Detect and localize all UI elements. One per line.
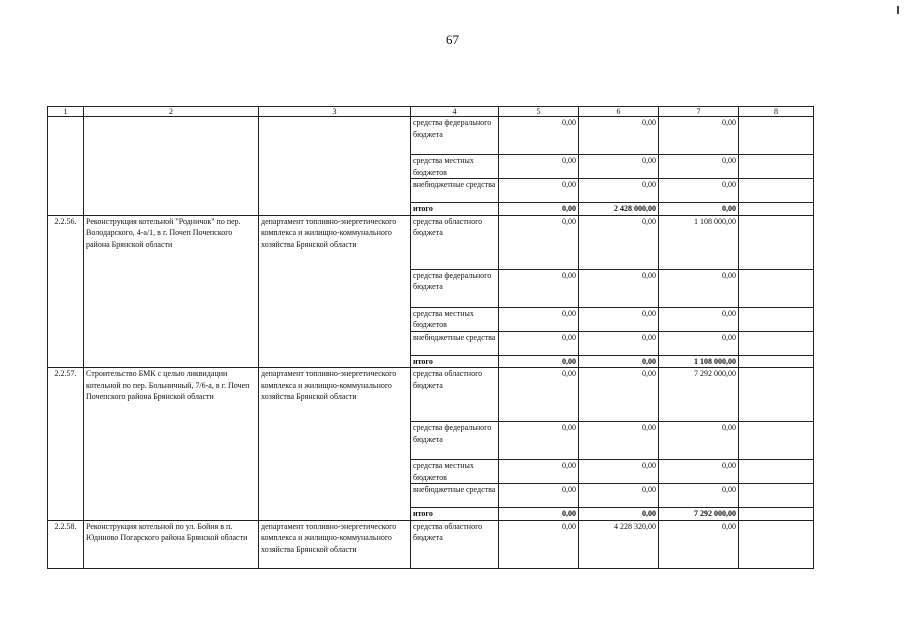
funding-source-cell: средства федерального бюджета [411,422,499,460]
amount-col6-cell: 0,00 [579,508,659,521]
cont-executor-cell [259,117,411,216]
amount-col5-cell: 0,00 [499,307,579,331]
header-col-5: 5 [499,107,579,117]
funding-source-cell: итого [411,355,499,368]
budget-table [47,106,814,569]
item-executor-cell: департамент топливно-энергетического комплекса и жилищно-коммунального хозяйства Брянской области [259,368,411,521]
amount-col7-cell: 0,00 [659,422,739,460]
cont-name-cell [84,117,259,216]
header-row [48,107,814,117]
funding-source-cell: внебюджетные средства [411,179,499,203]
amount-col7-cell: 0,00 [659,155,739,179]
item-executor-cell: департамент топливно-энергетического комплекса и жилищно-коммунального хозяйства Брянской области [259,215,411,368]
col8-cell [739,203,814,216]
amount-col6-cell: 0,00 [579,460,659,484]
header-col-1: 1 [48,107,84,117]
amount-col6-cell: 0,00 [579,368,659,422]
funding-source-cell: средства местных бюджетов [411,460,499,484]
amount-col5-cell: 0,00 [499,269,579,307]
amount-col5-cell: 0,00 [499,508,579,521]
amount-col5-cell: 0,00 [499,179,579,203]
amount-col7-cell: 0,00 [659,520,739,568]
header-col-4: 4 [411,107,499,117]
amount-col5-cell: 0,00 [499,203,579,216]
col8-cell [739,508,814,521]
funding-source-cell: средства местных бюджетов [411,155,499,179]
col8-cell [739,520,814,568]
amount-col5-cell: 0,00 [499,155,579,179]
amount-col6-cell: 0,00 [579,155,659,179]
table-row [48,368,814,422]
header-col-3: 3 [259,107,411,117]
funding-source-cell: средства областного бюджета [411,520,499,568]
header-col-8: 8 [739,107,814,117]
page-number: 67 [446,32,459,47]
amount-col5-cell: 0,00 [499,215,579,269]
col8-cell [739,215,814,269]
amount-col6-cell: 0,00 [579,215,659,269]
table-row [48,215,814,269]
funding-source-cell: итого [411,508,499,521]
amount-col5-cell: 0,00 [499,331,579,355]
cont-num-cell [48,117,84,216]
funding-source-cell: средства областного бюджета [411,215,499,269]
item-number-cell: 2.2.58. [48,520,84,568]
funding-source-cell: средства местных бюджетов [411,307,499,331]
amount-col6-cell: 0,00 [579,422,659,460]
amount-col7-cell: 7 292 000,00 [659,368,739,422]
margin-mark [897,6,899,14]
funding-source-cell: средства областного бюджета [411,368,499,422]
amount-col5-cell: 0,00 [499,355,579,368]
funding-source-cell: средства федерального бюджета [411,117,499,155]
col8-cell [739,117,814,155]
item-name-cell: Строительство БМК с целью ликвидации котельной по пер. Больничный, 7/6-а, в г. Почеп Почепского района Брянской области [84,368,259,521]
amount-col7-cell: 0,00 [659,307,739,331]
amount-col6-cell: 0,00 [579,331,659,355]
amount-col5-cell: 0,00 [499,368,579,422]
header-col-7: 7 [659,107,739,117]
amount-col7-cell: 0,00 [659,179,739,203]
amount-col7-cell: 0,00 [659,203,739,216]
funding-source-cell: внебюджетные средства [411,484,499,508]
header-col-2: 2 [84,107,259,117]
item-name-cell: Реконструкция котельной "Родничок" по пер. Володарского, 4-а/1, в г. Почеп Почепского района Брянской области [84,215,259,368]
item-number-cell: 2.2.56. [48,215,84,368]
col8-cell [739,307,814,331]
col8-cell [739,355,814,368]
item-name-cell: Реконструкция котельной по ул. Бойня в п. Юдиново Погарского района Брянской области [84,520,259,568]
col8-cell [739,422,814,460]
amount-col6-cell: 0,00 [579,179,659,203]
table-row [48,117,814,155]
amount-col5-cell: 0,00 [499,520,579,568]
funding-source-cell: средства федерального бюджета [411,269,499,307]
amount-col7-cell: 0,00 [659,269,739,307]
col8-cell [739,179,814,203]
amount-col7-cell: 0,00 [659,117,739,155]
amount-col5-cell: 0,00 [499,117,579,155]
table-row [48,520,814,568]
header-col-6: 6 [579,107,659,117]
amount-col5-cell: 0,00 [499,460,579,484]
amount-col7-cell: 7 292 000,00 [659,508,739,521]
amount-col5-cell: 0,00 [499,422,579,460]
funding-source-cell: итого [411,203,499,216]
amount-col6-cell: 0,00 [579,484,659,508]
col8-cell [739,484,814,508]
col8-cell [739,269,814,307]
item-executor-cell: департамент топливно-энергетического комплекса и жилищно-коммунального хозяйства Брянской области [259,520,411,568]
amount-col7-cell: 1 108 000,00 [659,215,739,269]
col8-cell [739,331,814,355]
amount-col6-cell: 4 228 320,00 [579,520,659,568]
amount-col7-cell: 1 108 000,00 [659,355,739,368]
col8-cell [739,368,814,422]
amount-col7-cell: 0,00 [659,484,739,508]
amount-col5-cell: 0,00 [499,484,579,508]
amount-col7-cell: 0,00 [659,331,739,355]
col8-cell [739,155,814,179]
amount-col7-cell: 0,00 [659,460,739,484]
amount-col6-cell: 0,00 [579,269,659,307]
col8-cell [739,460,814,484]
item-number-cell: 2.2.57. [48,368,84,521]
amount-col6-cell: 0,00 [579,307,659,331]
amount-col6-cell: 0,00 [579,117,659,155]
amount-col6-cell: 2 428 000,00 [579,203,659,216]
funding-source-cell: внебюджетные средства [411,331,499,355]
amount-col6-cell: 0,00 [579,355,659,368]
